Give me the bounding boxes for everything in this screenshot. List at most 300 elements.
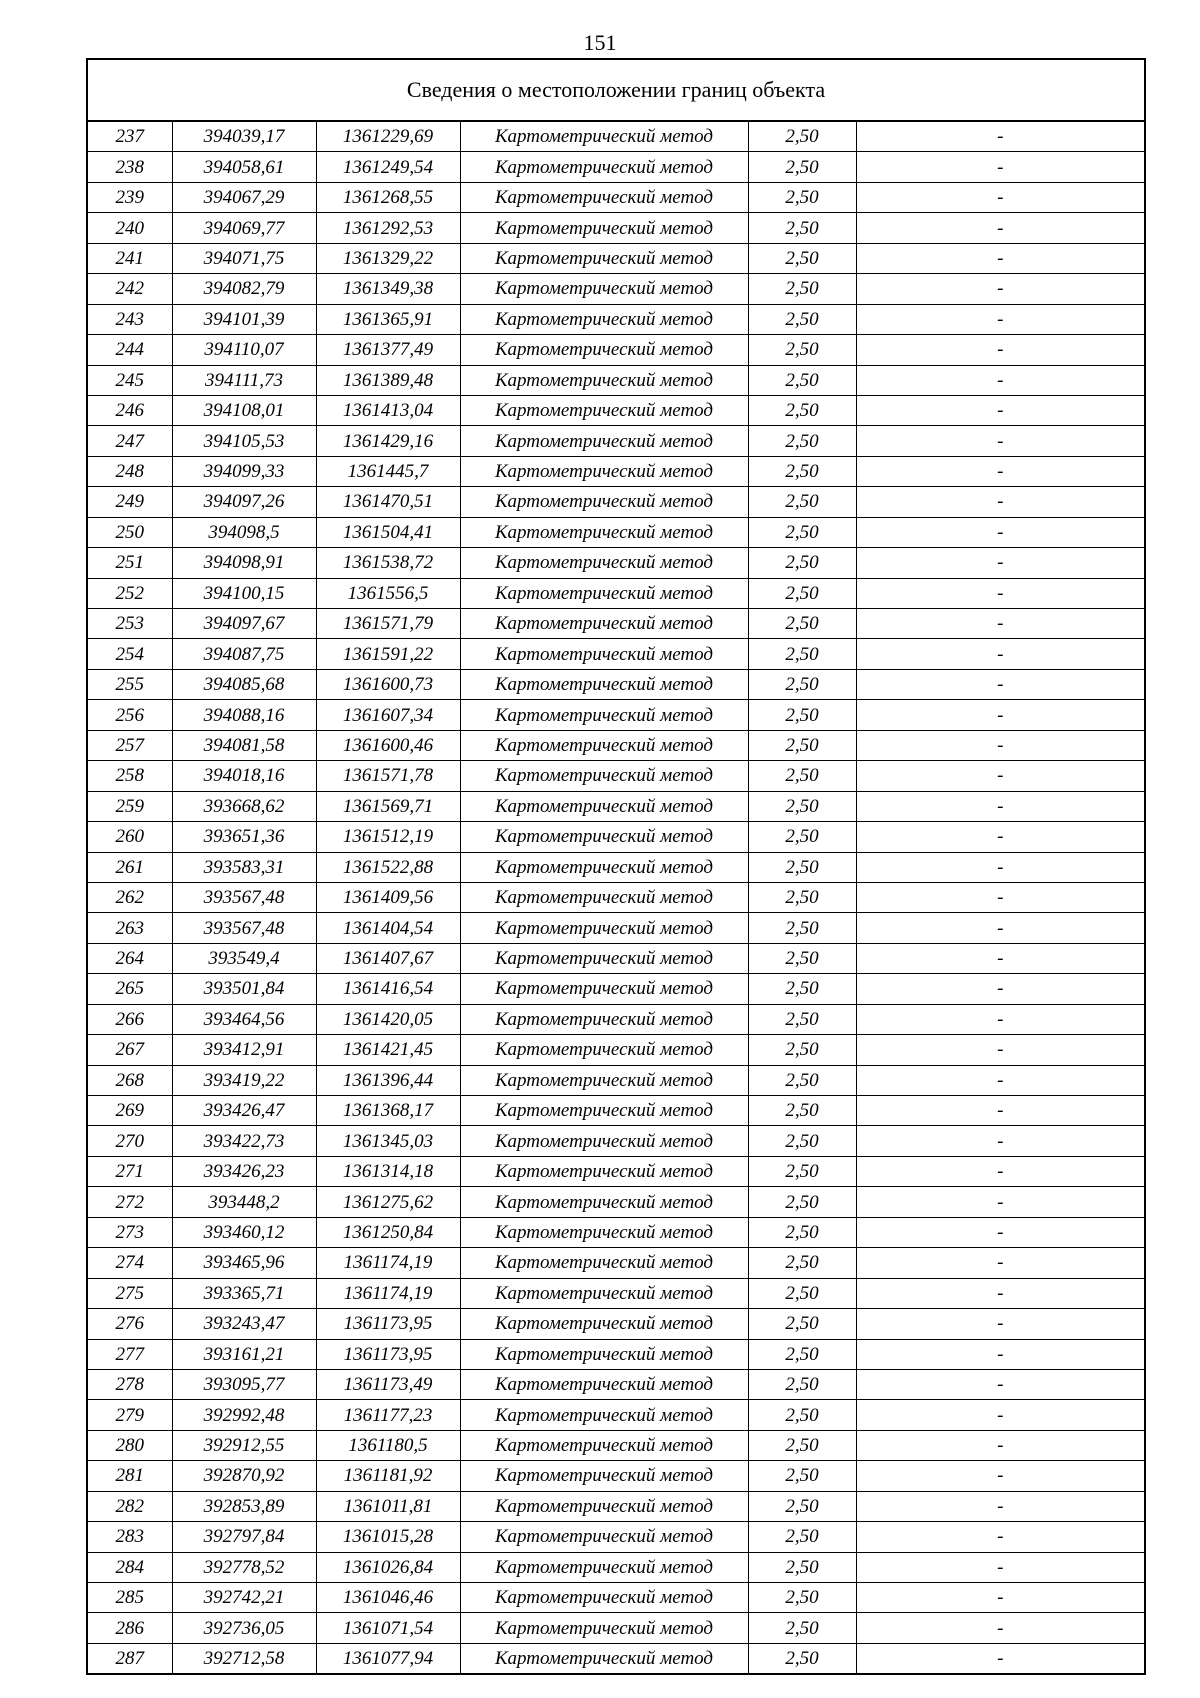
y-coordinate-cell: 1361077,94 <box>316 1643 460 1673</box>
method-cell: Картометрический метод <box>460 1035 748 1065</box>
point-number-cell: 246 <box>88 395 172 425</box>
description-cell: - <box>856 761 1144 791</box>
description-cell: - <box>856 1552 1144 1582</box>
point-number-cell: 272 <box>88 1187 172 1217</box>
table-row <box>88 700 1144 730</box>
point-number-cell: 282 <box>88 1491 172 1521</box>
x-coordinate-cell: 393365,71 <box>172 1278 316 1308</box>
method-cell: Картометрический метод <box>460 791 748 821</box>
table-row <box>88 182 1144 212</box>
table-row <box>88 1004 1144 1034</box>
point-number-cell: 237 <box>88 122 172 152</box>
x-coordinate-cell: 394100,15 <box>172 578 316 608</box>
method-cell: Картометрический метод <box>460 639 748 669</box>
y-coordinate-cell: 1361607,34 <box>316 700 460 730</box>
method-cell: Картометрический метод <box>460 1369 748 1399</box>
point-number-cell: 240 <box>88 213 172 243</box>
accuracy-cell: 2,50 <box>748 1126 856 1156</box>
x-coordinate-cell: 393668,62 <box>172 791 316 821</box>
y-coordinate-cell: 1361349,38 <box>316 274 460 304</box>
x-coordinate-cell: 393426,23 <box>172 1156 316 1186</box>
point-number-cell: 252 <box>88 578 172 608</box>
table-row <box>88 335 1144 365</box>
table-row <box>88 517 1144 547</box>
description-cell: - <box>856 1369 1144 1399</box>
accuracy-cell: 2,50 <box>748 1156 856 1186</box>
method-cell: Картометрический метод <box>460 548 748 578</box>
description-cell: - <box>856 1309 1144 1339</box>
description-cell: - <box>856 1187 1144 1217</box>
description-cell: - <box>856 1248 1144 1278</box>
y-coordinate-cell: 1361600,73 <box>316 669 460 699</box>
method-cell: Картометрический метод <box>460 943 748 973</box>
x-coordinate-cell: 394018,16 <box>172 761 316 791</box>
method-cell: Картометрический метод <box>460 365 748 395</box>
method-cell: Картометрический метод <box>460 882 748 912</box>
method-cell: Картометрический метод <box>460 182 748 212</box>
x-coordinate-cell: 393567,48 <box>172 913 316 943</box>
description-cell: - <box>856 548 1144 578</box>
point-number-cell: 274 <box>88 1248 172 1278</box>
description-cell: - <box>856 1400 1144 1430</box>
point-number-cell: 241 <box>88 243 172 273</box>
y-coordinate-cell: 1361571,79 <box>316 609 460 639</box>
x-coordinate-cell: 392742,21 <box>172 1583 316 1613</box>
point-number-cell: 283 <box>88 1522 172 1552</box>
y-coordinate-cell: 1361470,51 <box>316 487 460 517</box>
accuracy-cell: 2,50 <box>748 1400 856 1430</box>
table-row <box>88 365 1144 395</box>
point-number-cell: 285 <box>88 1583 172 1613</box>
y-coordinate-cell: 1361396,44 <box>316 1065 460 1095</box>
description-cell: - <box>856 578 1144 608</box>
point-number-cell: 286 <box>88 1613 172 1643</box>
accuracy-cell: 2,50 <box>748 365 856 395</box>
method-cell: Картометрический метод <box>460 1522 748 1552</box>
x-coordinate-cell: 394099,33 <box>172 456 316 486</box>
y-coordinate-cell: 1361600,46 <box>316 730 460 760</box>
x-coordinate-cell: 392912,55 <box>172 1430 316 1460</box>
method-cell: Картометрический метод <box>460 1065 748 1095</box>
y-coordinate-cell: 1361569,71 <box>316 791 460 821</box>
table-row <box>88 913 1144 943</box>
point-number-cell: 259 <box>88 791 172 821</box>
accuracy-cell: 2,50 <box>748 730 856 760</box>
description-cell: - <box>856 335 1144 365</box>
accuracy-cell: 2,50 <box>748 822 856 852</box>
x-coordinate-cell: 394082,79 <box>172 274 316 304</box>
x-coordinate-cell: 394069,77 <box>172 213 316 243</box>
accuracy-cell: 2,50 <box>748 1339 856 1369</box>
table-row <box>88 456 1144 486</box>
description-cell: - <box>856 1613 1144 1643</box>
point-number-cell: 280 <box>88 1430 172 1460</box>
accuracy-cell: 2,50 <box>748 456 856 486</box>
boundary-table-frame <box>86 58 1146 1675</box>
point-number-cell: 265 <box>88 974 172 1004</box>
method-cell: Картометрический метод <box>460 1400 748 1430</box>
description-cell: - <box>856 122 1144 152</box>
accuracy-cell: 2,50 <box>748 1430 856 1460</box>
description-cell: - <box>856 426 1144 456</box>
description-cell: - <box>856 456 1144 486</box>
method-cell: Картометрический метод <box>460 456 748 486</box>
table-row <box>88 1096 1144 1126</box>
method-cell: Картометрический метод <box>460 487 748 517</box>
y-coordinate-cell: 1361268,55 <box>316 182 460 212</box>
table-row <box>88 578 1144 608</box>
point-number-cell: 266 <box>88 1004 172 1034</box>
description-cell: - <box>856 1461 1144 1491</box>
accuracy-cell: 2,50 <box>748 578 856 608</box>
x-coordinate-cell: 394087,75 <box>172 639 316 669</box>
point-number-cell: 249 <box>88 487 172 517</box>
method-cell: Картометрический метод <box>460 1187 748 1217</box>
method-cell: Картометрический метод <box>460 1004 748 1034</box>
method-cell: Картометрический метод <box>460 1126 748 1156</box>
table-row <box>88 1065 1144 1095</box>
method-cell: Картометрический метод <box>460 274 748 304</box>
y-coordinate-cell: 1361409,56 <box>316 882 460 912</box>
description-cell: - <box>856 1491 1144 1521</box>
description-cell: - <box>856 243 1144 273</box>
accuracy-cell: 2,50 <box>748 274 856 304</box>
y-coordinate-cell: 1361538,72 <box>316 548 460 578</box>
accuracy-cell: 2,50 <box>748 1278 856 1308</box>
accuracy-cell: 2,50 <box>748 609 856 639</box>
y-coordinate-cell: 1361345,03 <box>316 1126 460 1156</box>
description-cell: - <box>856 1278 1144 1308</box>
y-coordinate-cell: 1361591,22 <box>316 639 460 669</box>
y-coordinate-cell: 1361368,17 <box>316 1096 460 1126</box>
y-coordinate-cell: 1361177,23 <box>316 1400 460 1430</box>
accuracy-cell: 2,50 <box>748 395 856 425</box>
point-number-cell: 263 <box>88 913 172 943</box>
description-cell: - <box>856 152 1144 182</box>
table-row <box>88 1400 1144 1430</box>
method-cell: Картометрический метод <box>460 1430 748 1460</box>
point-number-cell: 253 <box>88 609 172 639</box>
x-coordinate-cell: 394071,75 <box>172 243 316 273</box>
accuracy-cell: 2,50 <box>748 1461 856 1491</box>
accuracy-cell: 2,50 <box>748 1643 856 1673</box>
accuracy-cell: 2,50 <box>748 1004 856 1034</box>
table-row <box>88 1248 1144 1278</box>
y-coordinate-cell: 1361504,41 <box>316 517 460 547</box>
x-coordinate-cell: 394105,53 <box>172 426 316 456</box>
description-cell: - <box>856 304 1144 334</box>
x-coordinate-cell: 393460,12 <box>172 1217 316 1247</box>
description-cell: - <box>856 882 1144 912</box>
table-row <box>88 1156 1144 1186</box>
y-coordinate-cell: 1361292,53 <box>316 213 460 243</box>
table-body <box>88 122 1144 1673</box>
x-coordinate-cell: 393243,47 <box>172 1309 316 1339</box>
table-row <box>88 487 1144 517</box>
method-cell: Картометрический метод <box>460 1309 748 1339</box>
x-coordinate-cell: 392778,52 <box>172 1552 316 1582</box>
method-cell: Картометрический метод <box>460 243 748 273</box>
method-cell: Картометрический метод <box>460 335 748 365</box>
table-row <box>88 274 1144 304</box>
method-cell: Картометрический метод <box>460 304 748 334</box>
boundary-points-table <box>88 122 1144 1673</box>
table-row <box>88 1309 1144 1339</box>
y-coordinate-cell: 1361314,18 <box>316 1156 460 1186</box>
table-row <box>88 1126 1144 1156</box>
description-cell: - <box>856 365 1144 395</box>
table-row <box>88 852 1144 882</box>
description-cell: - <box>856 669 1144 699</box>
point-number-cell: 261 <box>88 852 172 882</box>
table-row <box>88 1643 1144 1673</box>
description-cell: - <box>856 1217 1144 1247</box>
x-coordinate-cell: 392853,89 <box>172 1491 316 1521</box>
accuracy-cell: 2,50 <box>748 1491 856 1521</box>
accuracy-cell: 2,50 <box>748 304 856 334</box>
x-coordinate-cell: 394081,58 <box>172 730 316 760</box>
table-row <box>88 882 1144 912</box>
point-number-cell: 281 <box>88 1461 172 1491</box>
description-cell: - <box>856 1430 1144 1460</box>
accuracy-cell: 2,50 <box>748 1065 856 1095</box>
accuracy-cell: 2,50 <box>748 1187 856 1217</box>
x-coordinate-cell: 394101,39 <box>172 304 316 334</box>
table-row <box>88 730 1144 760</box>
accuracy-cell: 2,50 <box>748 791 856 821</box>
y-coordinate-cell: 1361275,62 <box>316 1187 460 1217</box>
method-cell: Картометрический метод <box>460 700 748 730</box>
x-coordinate-cell: 392870,92 <box>172 1461 316 1491</box>
table-row <box>88 1339 1144 1369</box>
x-coordinate-cell: 392712,58 <box>172 1643 316 1673</box>
table-row <box>88 943 1144 973</box>
accuracy-cell: 2,50 <box>748 639 856 669</box>
point-number-cell: 269 <box>88 1096 172 1126</box>
method-cell: Картометрический метод <box>460 822 748 852</box>
y-coordinate-cell: 1361173,95 <box>316 1339 460 1369</box>
table-row <box>88 639 1144 669</box>
y-coordinate-cell: 1361512,19 <box>316 822 460 852</box>
table-row <box>88 1613 1144 1643</box>
x-coordinate-cell: 393419,22 <box>172 1065 316 1095</box>
table-row <box>88 213 1144 243</box>
description-cell: - <box>856 395 1144 425</box>
accuracy-cell: 2,50 <box>748 122 856 152</box>
accuracy-cell: 2,50 <box>748 913 856 943</box>
y-coordinate-cell: 1361174,19 <box>316 1278 460 1308</box>
y-coordinate-cell: 1361174,19 <box>316 1248 460 1278</box>
x-coordinate-cell: 393426,47 <box>172 1096 316 1126</box>
accuracy-cell: 2,50 <box>748 943 856 973</box>
x-coordinate-cell: 394085,68 <box>172 669 316 699</box>
x-coordinate-cell: 393583,31 <box>172 852 316 882</box>
method-cell: Картометрический метод <box>460 1248 748 1278</box>
y-coordinate-cell: 1361026,84 <box>316 1552 460 1582</box>
description-cell: - <box>856 1096 1144 1126</box>
x-coordinate-cell: 392992,48 <box>172 1400 316 1430</box>
table-title: Сведения о местоположении границ объекта <box>88 60 1144 122</box>
point-number-cell: 250 <box>88 517 172 547</box>
accuracy-cell: 2,50 <box>748 426 856 456</box>
accuracy-cell: 2,50 <box>748 1309 856 1339</box>
table-row <box>88 304 1144 334</box>
method-cell: Картометрический метод <box>460 1491 748 1521</box>
description-cell: - <box>856 913 1144 943</box>
x-coordinate-cell: 393448,2 <box>172 1187 316 1217</box>
table-row <box>88 395 1144 425</box>
accuracy-cell: 2,50 <box>748 517 856 547</box>
table-row <box>88 609 1144 639</box>
y-coordinate-cell: 1361365,91 <box>316 304 460 334</box>
method-cell: Картометрический метод <box>460 1552 748 1582</box>
x-coordinate-cell: 394111,73 <box>172 365 316 395</box>
point-number-cell: 277 <box>88 1339 172 1369</box>
description-cell: - <box>856 791 1144 821</box>
point-number-cell: 258 <box>88 761 172 791</box>
y-coordinate-cell: 1361329,22 <box>316 243 460 273</box>
method-cell: Картометрический метод <box>460 1156 748 1186</box>
y-coordinate-cell: 1361181,92 <box>316 1461 460 1491</box>
description-cell: - <box>856 852 1144 882</box>
accuracy-cell: 2,50 <box>748 882 856 912</box>
y-coordinate-cell: 1361445,7 <box>316 456 460 486</box>
method-cell: Картометрический метод <box>460 1096 748 1126</box>
description-cell: - <box>856 1522 1144 1552</box>
description-cell: - <box>856 943 1144 973</box>
description-cell: - <box>856 700 1144 730</box>
accuracy-cell: 2,50 <box>748 669 856 699</box>
y-coordinate-cell: 1361229,69 <box>316 122 460 152</box>
accuracy-cell: 2,50 <box>748 335 856 365</box>
table-row <box>88 1369 1144 1399</box>
accuracy-cell: 2,50 <box>748 1522 856 1552</box>
table-row <box>88 669 1144 699</box>
y-coordinate-cell: 1361429,16 <box>316 426 460 456</box>
x-coordinate-cell: 394097,67 <box>172 609 316 639</box>
accuracy-cell: 2,50 <box>748 1217 856 1247</box>
method-cell: Картометрический метод <box>460 852 748 882</box>
x-coordinate-cell: 394097,26 <box>172 487 316 517</box>
y-coordinate-cell: 1361071,54 <box>316 1613 460 1643</box>
table-row <box>88 152 1144 182</box>
y-coordinate-cell: 1361416,54 <box>316 974 460 1004</box>
method-cell: Картометрический метод <box>460 1613 748 1643</box>
point-number-cell: 260 <box>88 822 172 852</box>
point-number-cell: 287 <box>88 1643 172 1673</box>
point-number-cell: 270 <box>88 1126 172 1156</box>
point-number-cell: 238 <box>88 152 172 182</box>
table-row <box>88 822 1144 852</box>
point-number-cell: 284 <box>88 1552 172 1582</box>
x-coordinate-cell: 392797,84 <box>172 1522 316 1552</box>
accuracy-cell: 2,50 <box>748 1369 856 1399</box>
table-row <box>88 1461 1144 1491</box>
table-row <box>88 761 1144 791</box>
table-row <box>88 426 1144 456</box>
point-number-cell: 245 <box>88 365 172 395</box>
x-coordinate-cell: 392736,05 <box>172 1613 316 1643</box>
description-cell: - <box>856 730 1144 760</box>
y-coordinate-cell: 1361413,04 <box>316 395 460 425</box>
description-cell: - <box>856 1156 1144 1186</box>
y-coordinate-cell: 1361046,46 <box>316 1583 460 1613</box>
y-coordinate-cell: 1361571,78 <box>316 761 460 791</box>
y-coordinate-cell: 1361011,81 <box>316 1491 460 1521</box>
method-cell: Картометрический метод <box>460 578 748 608</box>
y-coordinate-cell: 1361522,88 <box>316 852 460 882</box>
method-cell: Картометрический метод <box>460 1643 748 1673</box>
table-row <box>88 1552 1144 1582</box>
accuracy-cell: 2,50 <box>748 182 856 212</box>
point-number-cell: 239 <box>88 182 172 212</box>
point-number-cell: 244 <box>88 335 172 365</box>
method-cell: Картометрический метод <box>460 913 748 943</box>
point-number-cell: 257 <box>88 730 172 760</box>
y-coordinate-cell: 1361015,28 <box>316 1522 460 1552</box>
point-number-cell: 247 <box>88 426 172 456</box>
x-coordinate-cell: 394088,16 <box>172 700 316 730</box>
point-number-cell: 268 <box>88 1065 172 1095</box>
point-number-cell: 243 <box>88 304 172 334</box>
method-cell: Картометрический метод <box>460 669 748 699</box>
point-number-cell: 276 <box>88 1309 172 1339</box>
description-cell: - <box>856 1035 1144 1065</box>
accuracy-cell: 2,50 <box>748 213 856 243</box>
method-cell: Картометрический метод <box>460 1461 748 1491</box>
x-coordinate-cell: 393161,21 <box>172 1339 316 1369</box>
x-coordinate-cell: 393412,91 <box>172 1035 316 1065</box>
accuracy-cell: 2,50 <box>748 548 856 578</box>
method-cell: Картометрический метод <box>460 517 748 547</box>
accuracy-cell: 2,50 <box>748 1583 856 1613</box>
x-coordinate-cell: 394098,5 <box>172 517 316 547</box>
method-cell: Картометрический метод <box>460 122 748 152</box>
description-cell: - <box>856 487 1144 517</box>
description-cell: - <box>997 1648 1004 1670</box>
page-number: 151 <box>583 30 617 55</box>
x-coordinate-cell: 394067,29 <box>172 182 316 212</box>
table-row <box>88 791 1144 821</box>
description-cell: - <box>856 1065 1144 1095</box>
table-row <box>88 548 1144 578</box>
y-coordinate-cell: 1361421,45 <box>316 1035 460 1065</box>
accuracy-cell: 2,50 <box>748 974 856 1004</box>
method-cell: Картометрический метод <box>460 426 748 456</box>
accuracy-cell: 2,50 <box>748 243 856 273</box>
x-coordinate-cell: 394039,17 <box>172 122 316 152</box>
point-number-cell: 254 <box>88 639 172 669</box>
accuracy-cell: 2,50 <box>748 152 856 182</box>
x-coordinate-cell: 393095,77 <box>172 1369 316 1399</box>
point-number-cell: 251 <box>88 548 172 578</box>
point-number-cell: 278 <box>88 1369 172 1399</box>
description-cell: - <box>856 213 1144 243</box>
description-cell: - <box>856 609 1144 639</box>
y-coordinate-cell: 1361173,95 <box>316 1309 460 1339</box>
x-coordinate-cell: 393549,4 <box>172 943 316 973</box>
description-cell: - <box>856 1126 1144 1156</box>
point-number-cell: 242 <box>88 274 172 304</box>
point-number-cell: 273 <box>88 1217 172 1247</box>
y-coordinate-cell: 1361404,54 <box>316 913 460 943</box>
y-coordinate-cell: 1361377,49 <box>316 335 460 365</box>
table-row <box>88 122 1144 152</box>
method-cell: Картометрический метод <box>460 1339 748 1369</box>
y-coordinate-cell: 1361407,67 <box>316 943 460 973</box>
accuracy-cell: 2,50 <box>748 700 856 730</box>
y-coordinate-cell: 1361389,48 <box>316 365 460 395</box>
